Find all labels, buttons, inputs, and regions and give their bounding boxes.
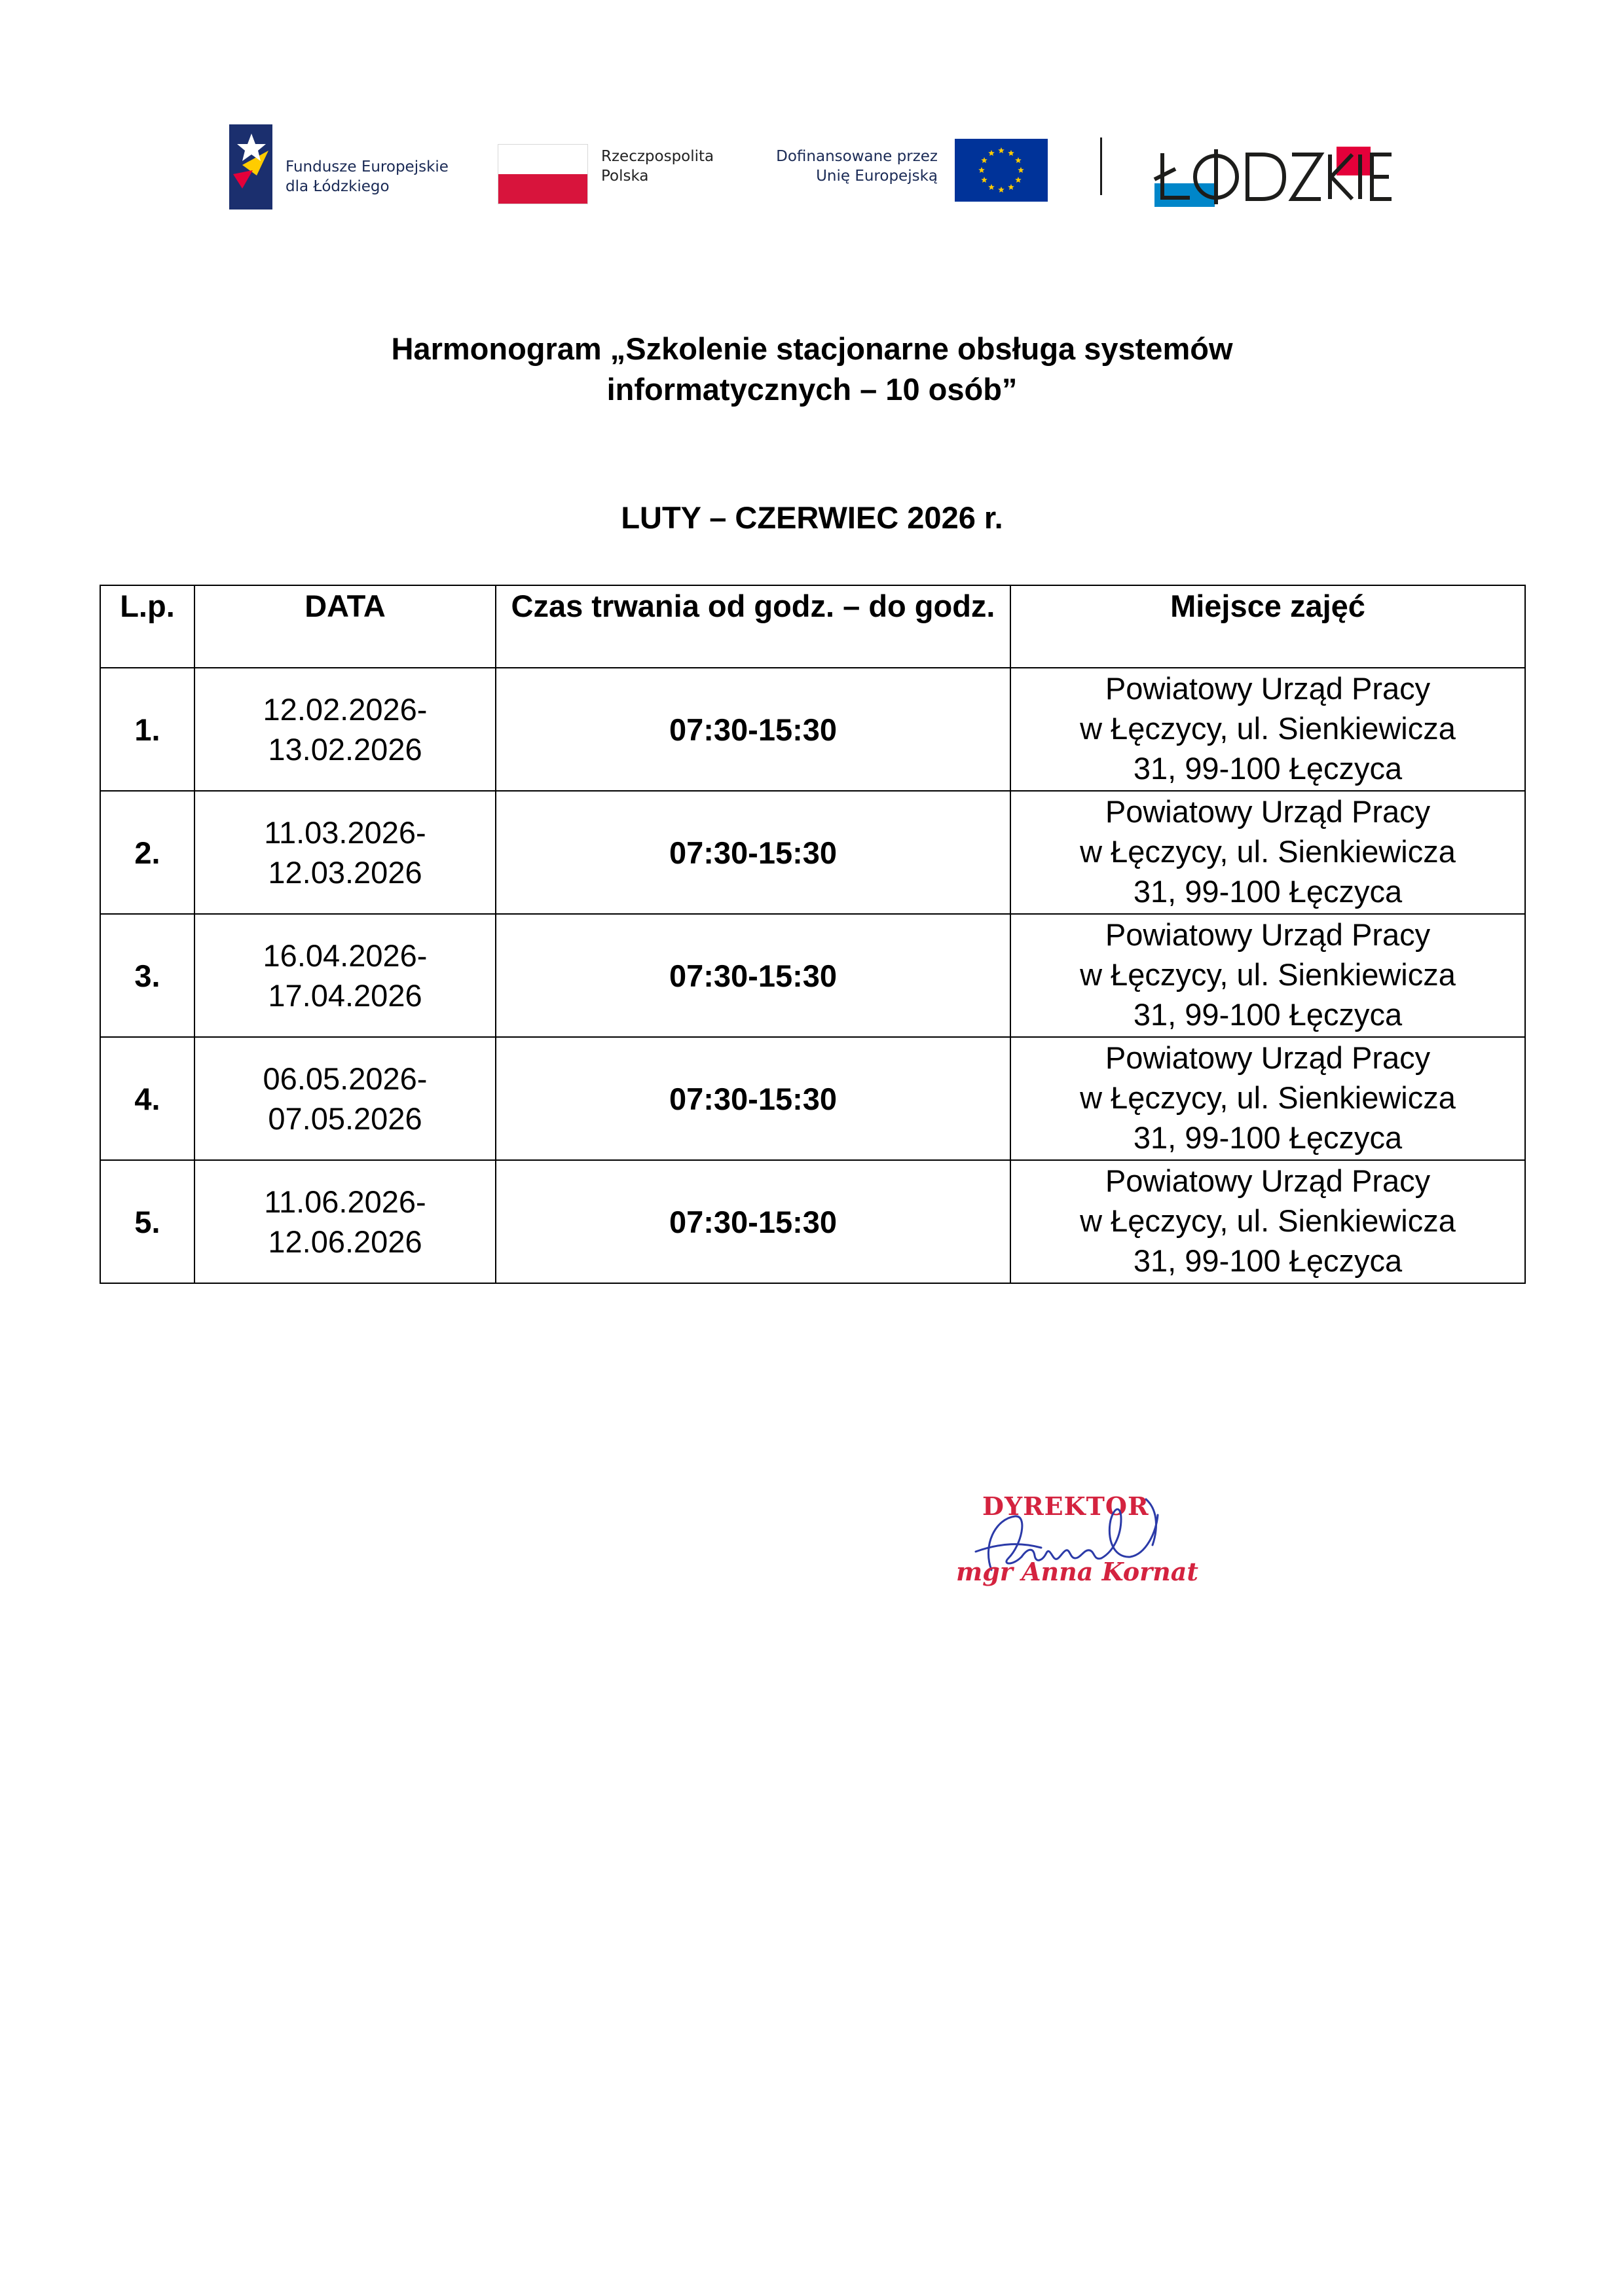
row-place-line1: Powiatowy Urząd Pracy	[1105, 917, 1431, 952]
row-time: 07:30-15:30	[496, 1037, 1010, 1160]
row-place	[1010, 914, 1525, 1037]
region-wordmark-icon	[1149, 140, 1411, 212]
row-place-line1: Powiatowy Urząd Pracy	[1105, 1040, 1431, 1075]
row-date-from: 16.04.2026-	[263, 938, 428, 973]
stamp-role: DYREKTOR	[982, 1491, 1149, 1521]
poland-flag-icon	[498, 144, 588, 204]
row-place-line2: w Łęczycy, ul. Sienkiewicza	[1080, 957, 1456, 992]
row-date-from: 11.06.2026-	[264, 1184, 426, 1219]
eu-line2: Unię Europejską	[816, 168, 938, 185]
row-date-from: 06.05.2026-	[263, 1061, 428, 1096]
row-place-line1: Powiatowy Urząd Pracy	[1105, 794, 1431, 829]
row-lp: 1.	[100, 668, 194, 791]
row-place-line2: w Łęczycy, ul. Sienkiewicza	[1080, 1203, 1456, 1238]
document-title-line1: Harmonogram „Szkolenie stacjonarne obsługa systemów	[391, 331, 1233, 366]
row-place	[1010, 791, 1525, 914]
header-lp: L.p.	[100, 585, 194, 668]
row-date-to: 17.04.2026	[268, 978, 422, 1013]
eu-star-icon	[1008, 184, 1014, 190]
row-date-from: 11.03.2026-	[264, 815, 426, 850]
row-place	[1010, 1160, 1525, 1283]
row-lp: 5.	[100, 1160, 194, 1283]
table-row	[100, 914, 1525, 1037]
row-date-to: 13.02.2026	[268, 732, 422, 767]
eu-star-icon	[998, 187, 1005, 192]
table-row	[100, 668, 1525, 791]
funds-line2: dla Łódzkiego	[286, 178, 390, 195]
eu-star-icon	[981, 177, 987, 183]
logo-bar	[223, 118, 1414, 223]
row-date-to: 07.05.2026	[268, 1101, 422, 1136]
eu-flag-icon	[955, 139, 1048, 202]
eu-star-icon	[1008, 150, 1014, 156]
funds-star-icon	[229, 124, 275, 210]
header-place: Miejsce zajęć	[1010, 585, 1525, 668]
row-place-line2: w Łęczycy, ul. Sienkiewicza	[1080, 834, 1456, 869]
signature-icon	[950, 1480, 1225, 1611]
row-lp: 4.	[100, 1037, 194, 1160]
table-row	[100, 1160, 1525, 1283]
table-row	[100, 1037, 1525, 1160]
funds-line1: Fundusze Europejskie	[286, 158, 449, 175]
row-place-line1: Powiatowy Urząd Pracy	[1105, 1163, 1431, 1198]
document-title-line2: informatycznych – 10 osób”	[606, 372, 1018, 407]
republic-line2: Polska	[601, 168, 649, 185]
eu-star-icon	[988, 184, 995, 190]
row-date	[194, 791, 496, 914]
director-stamp	[950, 1480, 1225, 1611]
row-place-line3: 31, 99-100 Łęczyca	[1133, 1120, 1403, 1155]
row-place-line1: Powiatowy Urząd Pracy	[1105, 671, 1431, 706]
stamp-name: mgr Anna Kornat	[956, 1557, 1198, 1586]
row-place-line3: 31, 99-100 Łęczyca	[1133, 874, 1403, 909]
row-date	[194, 1037, 496, 1160]
row-place	[1010, 668, 1525, 791]
row-date-to: 12.03.2026	[268, 855, 422, 890]
row-place-line3: 31, 99-100 Łęczyca	[1133, 751, 1403, 786]
eu-star-icon	[1015, 157, 1022, 163]
row-time: 07:30-15:30	[496, 914, 1010, 1037]
row-place-line3: 31, 99-100 Łęczyca	[1133, 997, 1403, 1032]
row-time: 07:30-15:30	[496, 668, 1010, 791]
row-date	[194, 668, 496, 791]
document-period: LUTY – CZERWIEC 2026 r.	[621, 500, 1003, 535]
eu-star-icon	[978, 167, 985, 173]
eu-star-icon	[1018, 167, 1024, 173]
header-time: Czas trwania od godz. – do godz.	[496, 585, 1010, 668]
eu-star-icon	[988, 150, 995, 156]
table-header-row	[100, 585, 1525, 668]
eu-line1: Dofinansowane przez	[776, 148, 938, 165]
row-place	[1010, 1037, 1525, 1160]
row-lp: 2.	[100, 791, 194, 914]
row-time: 07:30-15:30	[496, 791, 1010, 914]
row-place-line3: 31, 99-100 Łęczyca	[1133, 1243, 1403, 1278]
row-time: 07:30-15:30	[496, 1160, 1010, 1283]
row-place-line2: w Łęczycy, ul. Sienkiewicza	[1080, 711, 1456, 746]
row-lp: 3.	[100, 914, 194, 1037]
region-logo	[1149, 140, 1411, 212]
schedule-table	[100, 585, 1526, 1284]
republic-logo	[498, 144, 733, 216]
eu-star-icon	[1015, 177, 1022, 183]
eu-logo	[747, 139, 1048, 211]
eu-star-icon	[981, 157, 987, 163]
row-date-from: 12.02.2026-	[263, 692, 428, 727]
row-date	[194, 914, 496, 1037]
funds-logo	[229, 124, 478, 210]
row-date-to: 12.06.2026	[268, 1224, 422, 1259]
row-place-line2: w Łęczycy, ul. Sienkiewicza	[1080, 1080, 1456, 1115]
header-date: DATA	[194, 585, 496, 668]
logo-separator	[1100, 137, 1102, 195]
republic-line1: Rzeczpospolita	[601, 148, 714, 165]
table-row	[100, 791, 1525, 914]
eu-star-icon	[998, 147, 1005, 153]
row-date	[194, 1160, 496, 1283]
